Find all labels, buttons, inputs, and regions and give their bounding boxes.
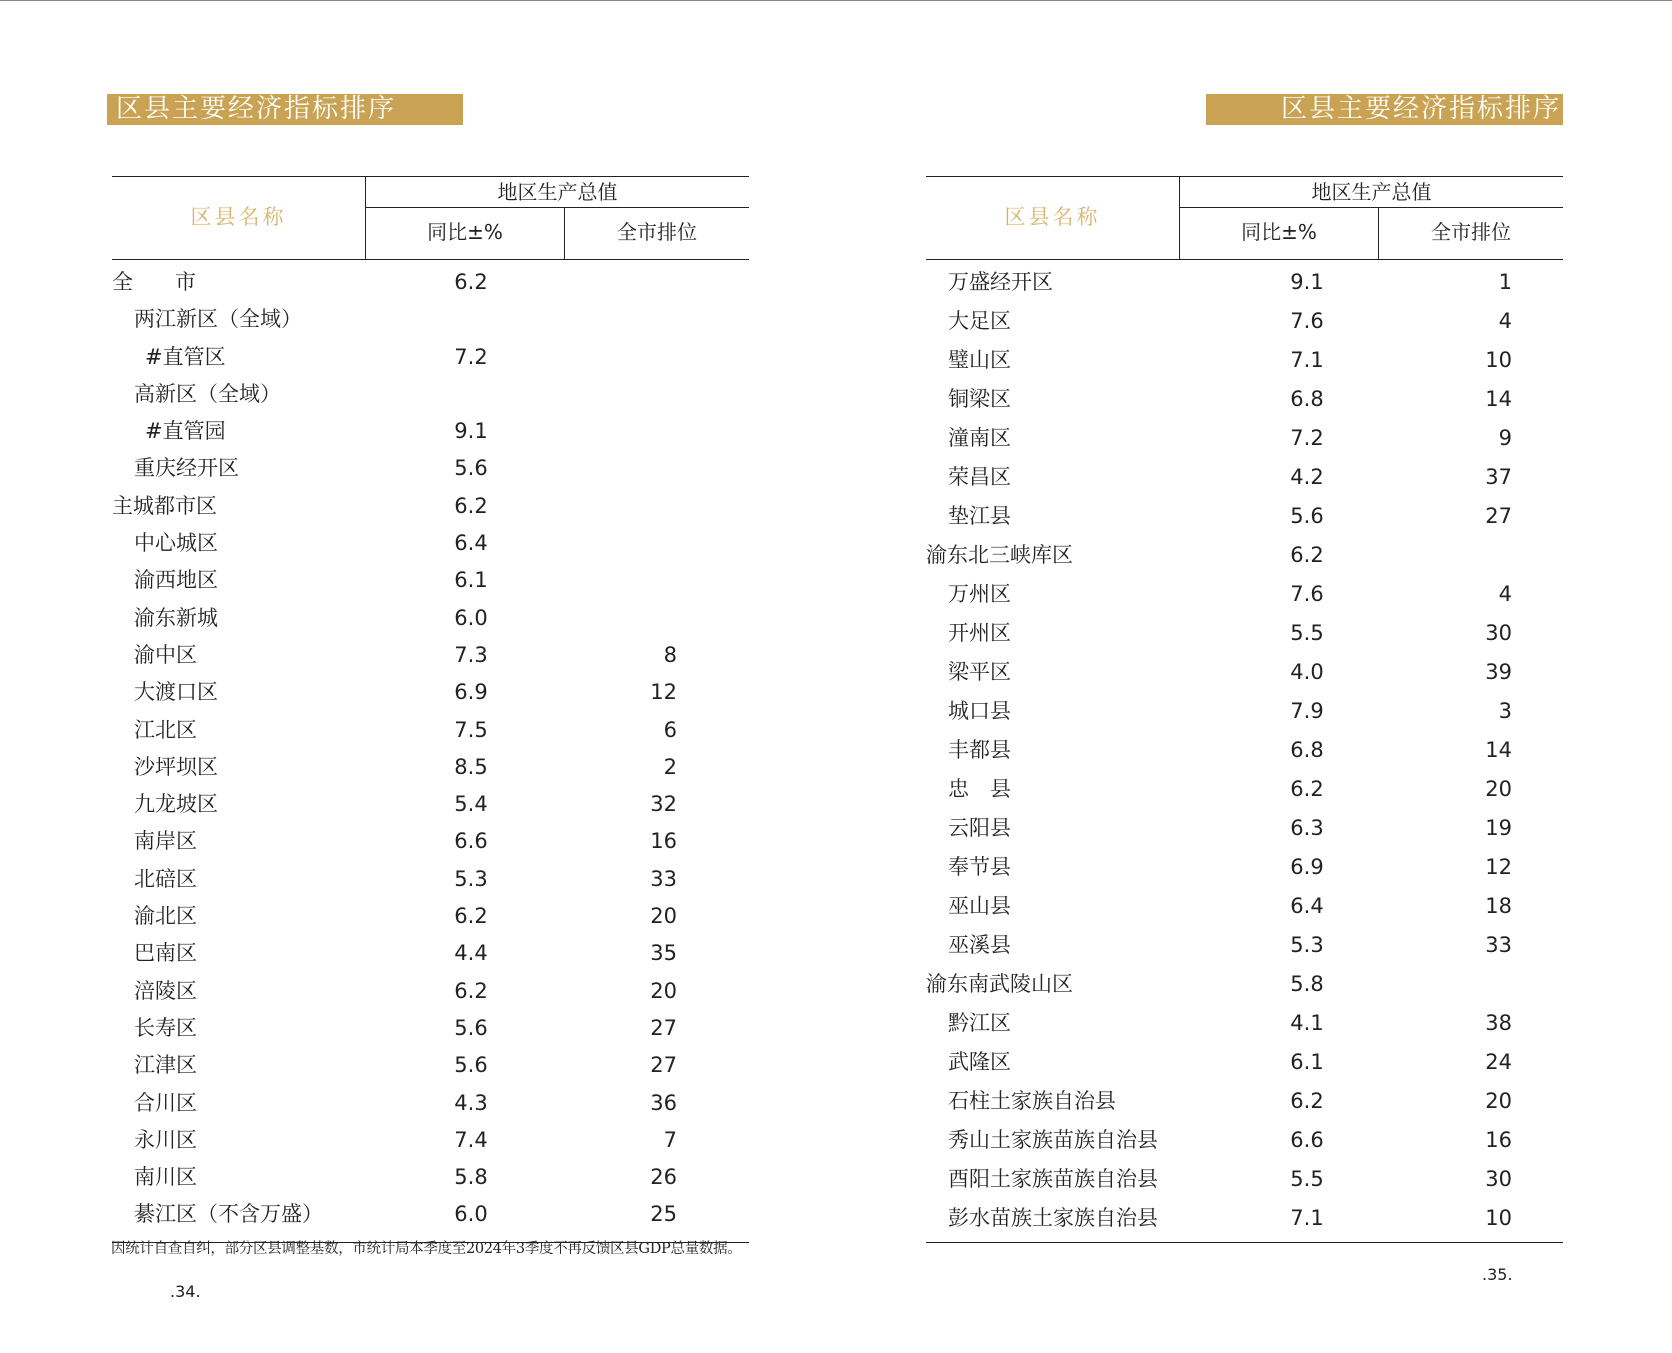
page-number: .34. [170, 1282, 201, 1301]
district-name: 两江新区（全域） [134, 307, 302, 332]
gdp-yoy-value: 6.6 [454, 829, 488, 854]
table-row [926, 770, 1563, 809]
gdp-yoy-value: 6.4 [454, 531, 488, 556]
city-rank-value: 24 [1485, 1050, 1512, 1074]
city-rank-value: 32 [650, 792, 677, 817]
gdp-yoy-value: 6.3 [1290, 816, 1324, 840]
district-name: 高新区（全域） [134, 381, 281, 406]
city-rank-value: 20 [1485, 777, 1512, 801]
gdp-yoy-value: 6.4 [1290, 894, 1324, 918]
table-row [926, 575, 1563, 614]
city-rank-value: 26 [650, 1165, 677, 1190]
table-row [112, 1122, 749, 1159]
gdp-yoy-value: 6.9 [454, 680, 488, 705]
table-row [112, 1159, 749, 1196]
district-name: 万州区 [948, 582, 1011, 606]
district-name: 彭水苗族土家族自治县 [948, 1206, 1158, 1230]
city-rank-value: 4 [1498, 309, 1512, 333]
table-row [112, 637, 749, 674]
gdp-yoy-value: 6.8 [1290, 387, 1324, 411]
gdp-yoy-value: 6.2 [1290, 777, 1324, 801]
district-name: 江津区 [134, 1053, 197, 1078]
gdp-yoy-value: 7.2 [1290, 426, 1324, 450]
gdp-yoy-value: 4.2 [1290, 465, 1324, 489]
indicator-table-right [926, 176, 1563, 1243]
district-name: 长寿区 [134, 1015, 197, 1040]
table-row [112, 749, 749, 786]
table-row [112, 973, 749, 1010]
table-row [926, 263, 1563, 302]
district-name: 荣昌区 [948, 465, 1011, 489]
city-rank-value: 27 [1485, 504, 1512, 528]
table-row [112, 1085, 749, 1122]
table-row [112, 600, 749, 637]
district-name: 潼南区 [948, 426, 1011, 450]
table-header [926, 176, 1563, 260]
city-rank-value: 12 [1485, 855, 1512, 879]
district-name: 渝北区 [134, 904, 197, 929]
gdp-yoy-value: 7.6 [1290, 309, 1324, 333]
district-name: 万盛经开区 [948, 270, 1053, 294]
city-rank-value: 4 [1498, 582, 1512, 606]
gdp-yoy-value: 6.1 [1290, 1050, 1324, 1074]
table-row [926, 887, 1563, 926]
gdp-yoy-value: 5.8 [454, 1165, 488, 1190]
district-name: 南岸区 [134, 829, 197, 854]
table-row [926, 341, 1563, 380]
district-name: 大渡口区 [134, 680, 218, 705]
section-title-banner: 区县主要经济指标排序 [1206, 94, 1563, 125]
table-row [926, 1082, 1563, 1121]
table-row [112, 898, 749, 935]
city-rank-value: 1 [1498, 270, 1512, 294]
district-name: 巫溪县 [948, 933, 1011, 957]
city-rank-value: 33 [650, 866, 677, 891]
gdp-yoy-value: 8.5 [454, 754, 488, 779]
footnote: 因统计自查自纠，部分区县调整基数，市统计局本季度至2024年3季度不再反馈区县GDP总量数据。 [111, 1241, 742, 1257]
table-row [112, 935, 749, 972]
gdp-yoy-value: 5.5 [1290, 621, 1324, 645]
table-row [112, 861, 749, 898]
table-row [112, 786, 749, 823]
table-row [926, 614, 1563, 653]
table-row [926, 1199, 1563, 1238]
city-rank-value: 37 [1485, 465, 1512, 489]
district-name: 北碚区 [134, 866, 197, 891]
city-rank-value: 30 [1485, 1167, 1512, 1191]
section-title-banner: 区县主要经济指标排序 [107, 94, 463, 125]
gdp-yoy-value: 7.4 [454, 1127, 488, 1152]
header-district-name: 区县名称 [1004, 205, 1101, 229]
district-name: 南川区 [134, 1165, 197, 1190]
table-row [112, 562, 749, 599]
table-row [926, 1160, 1563, 1199]
gdp-yoy-value: 5.3 [454, 866, 488, 891]
city-rank-value: 35 [650, 941, 677, 966]
district-name: 全 市 [112, 270, 196, 294]
gdp-yoy-value: 7.1 [1290, 348, 1324, 372]
city-rank-value: 10 [1485, 348, 1512, 372]
city-rank-value: 8 [663, 642, 677, 667]
district-name: 渝东新城 [134, 605, 218, 630]
city-rank-value: 10 [1485, 1206, 1512, 1230]
gdp-yoy-value: 6.2 [454, 904, 488, 929]
city-rank-value: 36 [650, 1090, 677, 1115]
table-row [112, 301, 749, 338]
table-row [926, 731, 1563, 770]
district-name: 九龙坡区 [134, 792, 218, 817]
district-name: 主城都市区 [112, 493, 217, 518]
table-row [926, 653, 1563, 692]
gdp-yoy-value: 6.2 [1290, 1089, 1324, 1113]
district-name: 酉阳土家族苗族自治县 [948, 1167, 1158, 1191]
city-rank-value: 7 [663, 1127, 677, 1152]
gdp-yoy-value: 5.6 [454, 456, 488, 481]
city-rank-value: 14 [1485, 738, 1512, 762]
district-name: 城口县 [948, 699, 1011, 723]
gdp-yoy-value: 4.1 [1290, 1011, 1324, 1035]
table-row [112, 712, 749, 749]
city-rank-value: 25 [650, 1202, 677, 1227]
table-row [112, 823, 749, 860]
gdp-yoy-value: 9.1 [1290, 270, 1324, 294]
table-row [112, 525, 749, 562]
city-rank-value: 16 [1485, 1128, 1512, 1152]
gdp-yoy-value: 7.2 [454, 344, 488, 369]
city-rank-value: 19 [1485, 816, 1512, 840]
city-rank-value: 38 [1485, 1011, 1512, 1035]
header-gdp: 地区生产总值 [365, 177, 749, 208]
city-rank-value: 20 [650, 978, 677, 1003]
district-name: #直管区 [145, 344, 226, 369]
table-row [112, 413, 749, 450]
district-name: #直管园 [145, 419, 226, 444]
district-name: 石柱土家族自治县 [948, 1089, 1116, 1113]
table-body [926, 260, 1563, 1243]
city-rank-value: 33 [1485, 933, 1512, 957]
table-row [926, 497, 1563, 536]
district-name: 丰都县 [948, 738, 1011, 762]
table-row [926, 302, 1563, 341]
district-name: 渝中区 [134, 642, 197, 667]
page-right [836, 0, 1672, 1353]
table-row [926, 848, 1563, 887]
city-rank-value: 12 [650, 680, 677, 705]
header-gdp: 地区生产总值 [1179, 177, 1563, 208]
table-row [926, 380, 1563, 419]
district-name: 铜梁区 [948, 387, 1011, 411]
header-rank: 全市排位 [564, 208, 749, 259]
district-name: 开州区 [948, 621, 1011, 645]
table-row [926, 692, 1563, 731]
city-rank-value: 14 [1485, 387, 1512, 411]
table-header [112, 176, 749, 260]
gdp-yoy-value: 6.8 [1290, 738, 1324, 762]
city-rank-value: 27 [650, 1053, 677, 1078]
gdp-yoy-value: 7.6 [1290, 582, 1324, 606]
district-name: 奉节县 [948, 855, 1011, 879]
gdp-yoy-value: 5.6 [454, 1053, 488, 1078]
table-row [112, 1010, 749, 1047]
gdp-yoy-value: 4.4 [454, 941, 488, 966]
city-rank-value: 39 [1485, 660, 1512, 684]
header-yoy: 同比±% [365, 208, 564, 259]
table-row [926, 458, 1563, 497]
gdp-yoy-value: 5.3 [1290, 933, 1324, 957]
district-name: 云阳县 [948, 816, 1011, 840]
district-name: 垫江县 [948, 504, 1011, 528]
gdp-yoy-value: 4.3 [454, 1090, 488, 1115]
gdp-yoy-value: 7.9 [1290, 699, 1324, 723]
gdp-yoy-value: 6.9 [1290, 855, 1324, 879]
table-row [112, 488, 749, 525]
gdp-yoy-value: 6.1 [454, 568, 488, 593]
city-rank-value: 20 [650, 904, 677, 929]
indicator-table-left [112, 176, 749, 1243]
gdp-yoy-value: 4.0 [1290, 660, 1324, 684]
gdp-yoy-value: 7.1 [1290, 1206, 1324, 1230]
city-rank-value: 2 [663, 754, 677, 779]
table-row [926, 926, 1563, 965]
gdp-yoy-value: 6.2 [1290, 543, 1324, 567]
gdp-yoy-value: 5.4 [454, 792, 488, 817]
gdp-yoy-value: 5.5 [1290, 1167, 1324, 1191]
table-row [926, 965, 1563, 1004]
city-rank-value: 18 [1485, 894, 1512, 918]
district-name: 秀山土家族苗族自治县 [948, 1128, 1158, 1152]
table-row [926, 536, 1563, 575]
table-row [112, 339, 749, 376]
district-name: 涪陵区 [134, 978, 197, 1003]
header-district-name: 区县名称 [190, 205, 287, 229]
table-row [112, 450, 749, 487]
city-rank-value: 20 [1485, 1089, 1512, 1113]
district-name: 梁平区 [948, 660, 1011, 684]
city-rank-value: 30 [1485, 621, 1512, 645]
page-number: .35. [1482, 1265, 1513, 1284]
gdp-yoy-value: 7.3 [454, 642, 488, 667]
district-name: 中心城区 [134, 531, 218, 556]
gdp-yoy-value: 6.2 [454, 978, 488, 1003]
district-name: 綦江区（不含万盛） [134, 1202, 323, 1227]
city-rank-value: 27 [650, 1015, 677, 1040]
city-rank-value: 3 [1498, 699, 1512, 723]
gdp-yoy-value: 9.1 [454, 419, 488, 444]
city-rank-value: 16 [650, 829, 677, 854]
gdp-yoy-value: 5.6 [1290, 504, 1324, 528]
gdp-yoy-value: 6.2 [454, 270, 488, 294]
district-name: 渝东北三峡库区 [926, 543, 1073, 567]
district-name: 忠 县 [948, 777, 1011, 801]
header-yoy: 同比±% [1179, 208, 1378, 259]
gdp-yoy-value: 6.0 [454, 605, 488, 630]
district-name: 大足区 [948, 309, 1011, 333]
table-row [112, 376, 749, 413]
district-name: 合川区 [134, 1090, 197, 1115]
table-row [926, 1121, 1563, 1160]
district-name: 黔江区 [948, 1011, 1011, 1035]
district-name: 永川区 [134, 1127, 197, 1152]
table-row [112, 264, 749, 301]
district-name: 江北区 [134, 717, 197, 742]
gdp-yoy-value: 5.6 [454, 1015, 488, 1040]
header-rank: 全市排位 [1378, 208, 1563, 259]
city-rank-value: 6 [663, 717, 677, 742]
gdp-yoy-value: 6.2 [454, 493, 488, 518]
city-rank-value: 9 [1498, 426, 1512, 450]
district-name: 重庆经开区 [134, 456, 239, 481]
gdp-yoy-value: 7.5 [454, 717, 488, 742]
table-row [926, 419, 1563, 458]
table-row [926, 809, 1563, 848]
gdp-yoy-value: 6.6 [1290, 1128, 1324, 1152]
district-name: 璧山区 [948, 348, 1011, 372]
table-row [112, 1047, 749, 1084]
district-name: 沙坪坝区 [134, 754, 218, 779]
table-row [112, 1196, 749, 1233]
gdp-yoy-value: 6.0 [454, 1202, 488, 1227]
district-name: 渝西地区 [134, 568, 218, 593]
table-row [926, 1004, 1563, 1043]
table-row [112, 674, 749, 711]
district-name: 武隆区 [948, 1050, 1011, 1074]
table-row [926, 1043, 1563, 1082]
district-name: 渝东南武陵山区 [926, 972, 1073, 996]
district-name: 巴南区 [134, 941, 197, 966]
table-body [112, 260, 749, 1243]
district-name: 巫山县 [948, 894, 1011, 918]
gdp-yoy-value: 5.8 [1290, 972, 1324, 996]
